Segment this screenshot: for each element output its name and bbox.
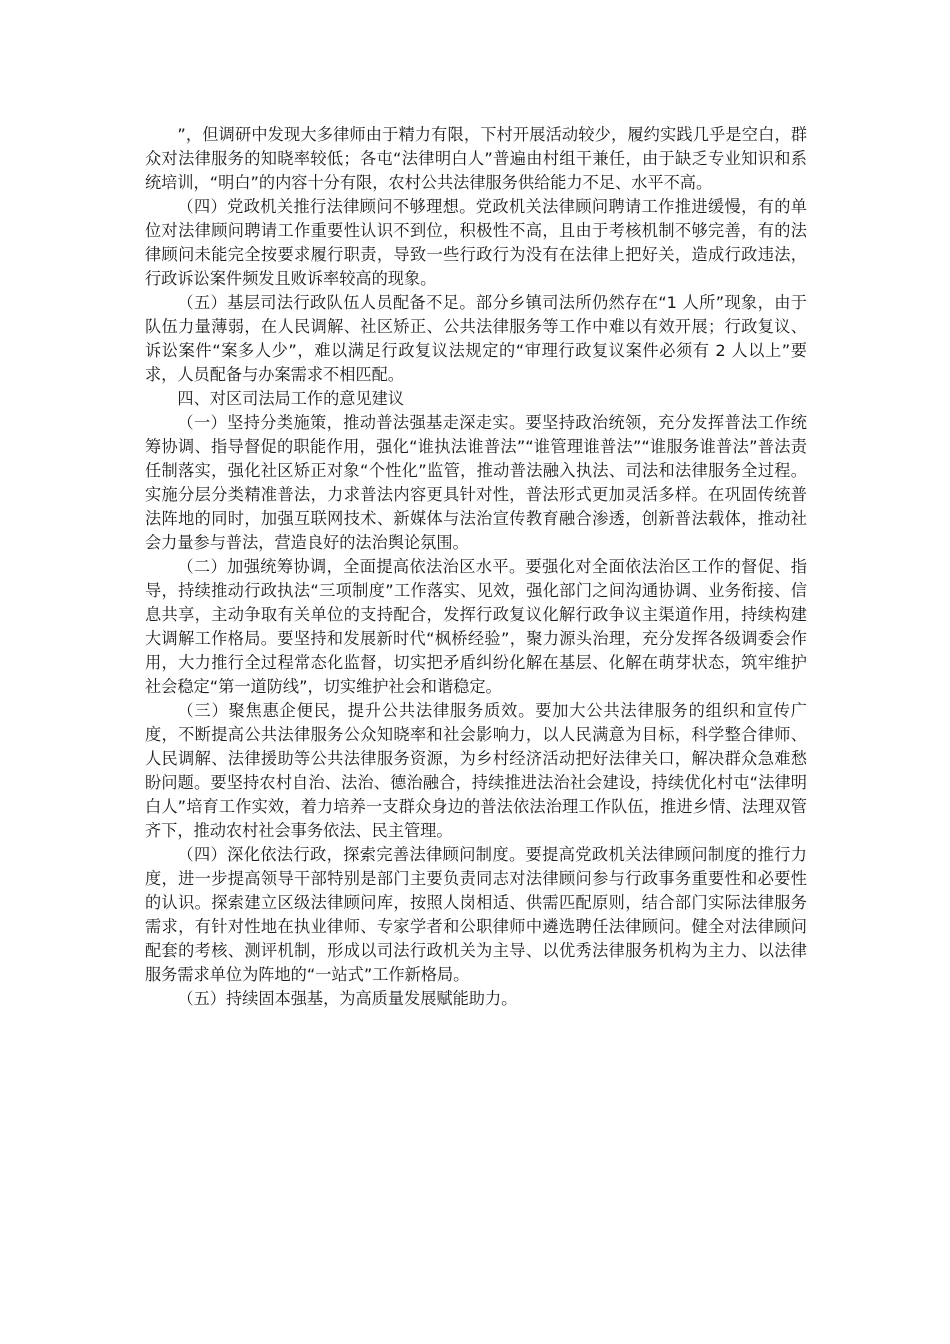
paragraph-suggestion-4: （四）深化依法行政，探索完善法律顾问制度。要提高党政机关法律顾问制度的推行力度，进一步提高领导干部特别是部门主要负责同志对法律顾问参与行政事务重要性和必要性的认识。探索建立区级法律顾问库，按照人岗相适、供需匹配原则，结合部门实际法律服务需求，有针对性地在执业律师、专家学者和公职律师中遴选聘任法律顾问。健全对法律顾问配套的考核、测评机制，形成以司法行政机关为主导、以优秀法律服务机构为主力、以法律服务需求单位为阵地的“一站式”工作新格局。 (145, 845, 807, 984)
section-heading-suggestions: 四、对区司法局工作的意见建议 (177, 389, 405, 408)
paragraph-staffing-issue: （五）基层司法行政队伍人员配备不足。部分乡镇司法所仍然存在“1 人所”现象，由于队伍力量薄弱，在人民调解、社区矫正、公共法律服务等工作中难以有效开展；行政复议、诉讼案件“案多人少”，难以满足行政复议法规定的“审理行政复议案件必须有 2 人以上”要求，人员配备与办案需求不相匹配。 (145, 293, 807, 384)
document-page (145, 123, 807, 1011)
paragraph-suggestion-5: （五）持续固本强基，为高质量发展赋能助力。 (177, 989, 518, 1008)
paragraph-suggestion-1: （一）坚持分类施策，推动普法强基走深走实。要坚持政治统领，充分发挥普法工作统筹协调、指导督促的职能作用，强化“谁执法谁普法”“谁管理谁普法”“谁服务谁普法”普法责任制落实，强化社区矫正对象“个性化”监管，推动普法融入执法、司法和法律服务全过程。实施分层分类精准普法，力求普法内容更具针对性，普法形式更加灵活多样。在巩固传统普法阵地的同时，加强互联网技术、新媒体与法治宣传教育融合渗透，创新普法载体，推动社会力量参与普法，营造良好的法治舆论氛围。 (145, 413, 807, 552)
paragraph-suggestion-3: （三）聚焦惠企便民，提升公共法律服务质效。要加大公共法律服务的组织和宣传广度，不断提高公共法律服务公众知晓率和社会影响力，以人民满意为目标，科学整合律师、人民调解、法律援助等公共法律服务资源，为乡村经济活动把好法律关口，解决群众急难愁盼问题。要坚持农村自治、法治、德治融合，持续推进法治社会建设，持续优化村屯“法律明白人”培育工作实效，着力培养一支群众身边的普法依法治理工作队伍，推进乡情、法理双管齐下，推动农村社会事务依法、民主管理。 (145, 701, 807, 840)
paragraph-suggestion-2: （二）加强统筹协调，全面提高依法治区水平。要强化对全面依法治区工作的督促、指导，持续推动行政执法“三项制度”工作落实、见效，强化部门之间沟通协调、业务衔接、信息共享，主动争取有关单位的支持配合，发挥行政复议化解行政争议主渠道作用，持续构建大调解工作格局。要坚持和发展新时代“枫桥经验”，聚力源头治理，充分发挥各级调委会作用，大力推行全过程常态化监督，切实把矛盾纠纷化解在基层、化解在萌芽状态，筑牢维护社会稳定“第一道防线”，切实维护社会和谐稳定。 (145, 557, 807, 696)
paragraph-continuation: ”，但调研中发现大多律师由于精力有限，下村开展活动较少，履约实践几乎是空白，群众对法律服务的知晓率较低；各屯“法律明白人”普遍由村组干兼任，由于缺乏专业知识和系统培训，“明白”的内容十分有限，农村公共法律服务供给能力不足、水平不高。 (145, 125, 807, 192)
paragraph-legal-advisor-issue: （四）党政机关推行法律顾问不够理想。党政机关法律顾问聘请工作推进缓慢，有的单位对法律顾问聘请工作重要性认识不到位，积极性不高，且由于考核机制不够完善，有的法律顾问未能完全按要求履行职责，导致一些行政行为没有在法律上把好关，造成行政违法，行政诉讼案件频发且败诉率较高的现象。 (145, 197, 807, 288)
